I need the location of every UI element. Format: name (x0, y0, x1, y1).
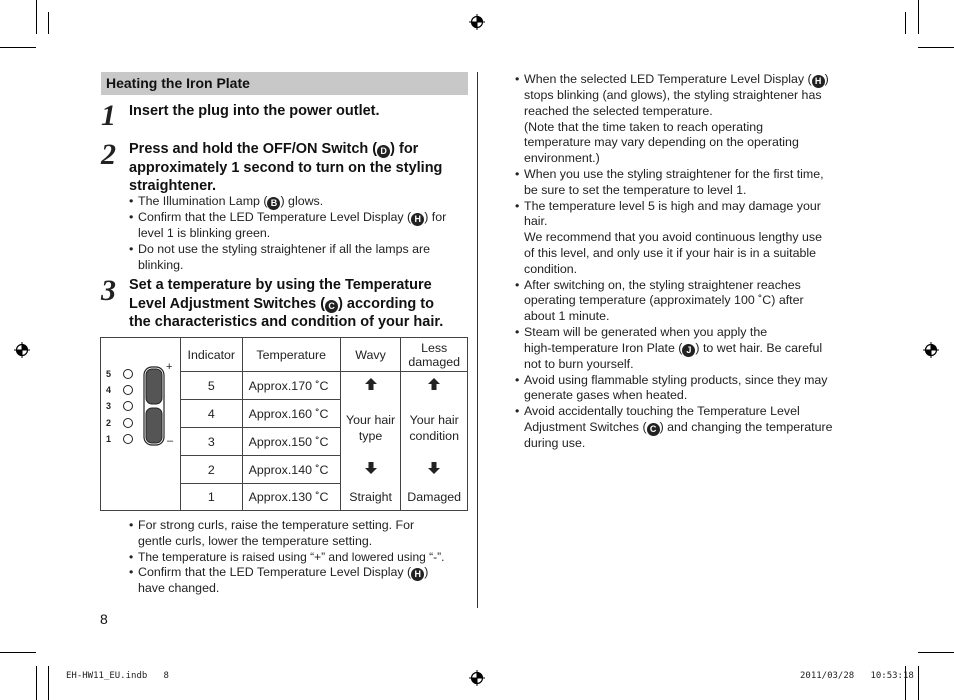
level-label: 3 (106, 401, 112, 411)
crop-mark (0, 47, 36, 48)
temperature-table (100, 337, 468, 511)
page-number: 8 (100, 611, 108, 627)
minus-sign: – (167, 435, 174, 447)
bullet-text: operating temperature (approximately 100 ˚C) after (524, 293, 804, 308)
bullet-text: The Illumination Lamp ( (138, 194, 268, 208)
bullet-text: After switching on, the styling straightener reaches (524, 277, 801, 292)
list-item (515, 404, 864, 420)
crop-mark (918, 47, 954, 48)
list-item (515, 72, 864, 88)
bullet-text: (Note that the time taken to reach operating (524, 119, 764, 134)
registration-mark-icon (923, 342, 939, 358)
bullet-text: hair. (524, 214, 548, 229)
bullet-dot: • (515, 166, 520, 181)
step-text-line: the characteristics and condition of your hair. (129, 314, 444, 330)
step-text-line: approximately 1 second to turn on the styling (129, 159, 443, 176)
bullet-text-line (524, 246, 864, 262)
down-arrow-icon (401, 456, 468, 484)
temperature-cell: Approx.150 ˚C (242, 428, 340, 456)
bullet-text-line (524, 388, 864, 404)
indicator-cell: 3 (181, 428, 243, 456)
bullet-text: Confirm that the LED Temperature Level Display ( (138, 565, 412, 580)
led-indicator-icon (124, 419, 133, 428)
list-item: • Confirm that the LED Temperature Level Display ( H ) (129, 565, 429, 580)
crop-mark (48, 666, 49, 700)
bullet-dot: • (515, 277, 520, 292)
bullet-text: during use. (524, 435, 586, 450)
bullet-text: gentle curls, lower the temperature setting. (138, 533, 373, 548)
bullet-text: reached the selected temperature. (524, 103, 713, 118)
plus-switch-icon (146, 369, 162, 404)
registration-mark-icon (14, 342, 30, 358)
led-indicator-icon (124, 402, 133, 411)
step-text-line: Set a temperature by using the Temperature (129, 277, 432, 293)
bullet-text: ) glows. (280, 194, 324, 208)
step-text-part: ) according to (338, 295, 434, 312)
table-header: Temperature (242, 338, 340, 372)
bullet-dot: • (515, 372, 520, 387)
bullet-text: not to burn yourself. (524, 356, 634, 371)
bullet-text: condition. (524, 261, 578, 276)
crop-mark (918, 0, 919, 34)
bullet-text-line (524, 230, 864, 246)
bullet-text: Avoid accidentally touching the Temperature Level (524, 404, 800, 419)
step-number: 2 (101, 138, 116, 171)
step-text (129, 276, 474, 332)
indicator-cell: 2 (181, 456, 243, 484)
bullet-text: Adjustment Switches ( (524, 419, 647, 434)
bullet-text-line (524, 262, 864, 278)
crop-mark (36, 666, 37, 700)
bullet-text-line (524, 151, 864, 167)
bullet-text-line (524, 214, 864, 230)
bullet-text: Do not use the styling straightener if all the lamps are (138, 241, 431, 256)
up-arrow-icon (340, 372, 401, 400)
bullet-text: temperature may vary depending on the operating (524, 135, 799, 150)
bullet-text: Steam will be generated when you apply the (524, 324, 768, 339)
bullet-text: When you use the styling straightener for the first time, (524, 166, 824, 181)
bullet-text: stops blinking (and glows), the styling straightener has (524, 88, 822, 102)
indicator-cell: 4 (181, 400, 243, 428)
list-item: • For strong curls, raise the temperature setting. For (129, 518, 415, 532)
level-label: 2 (106, 418, 112, 428)
bullet-dot: • (515, 404, 520, 419)
indicator-cell: 5 (181, 372, 243, 400)
step-text-part: Press and hold the OFF/ON Switch ( (129, 141, 378, 157)
bullet-text: We recommend that you avoid continuous lengthy use (524, 230, 823, 245)
bullet-text: Avoid using flammable styling products, since they may (524, 372, 828, 387)
list-item (515, 277, 864, 294)
step-number: 1 (101, 99, 116, 132)
list-item: • Do not use the styling straightener if all the lamps are (129, 241, 431, 256)
step-text-line: straightener. (129, 178, 217, 194)
bullet-text-line (524, 436, 864, 452)
part-badge-h-icon: H (812, 75, 825, 88)
crop-mark (48, 12, 49, 34)
led-indicator-icon (124, 386, 133, 395)
crop-mark (36, 0, 37, 34)
bullet-text-line (524, 357, 864, 373)
bullet-text-line (524, 120, 864, 136)
crop-mark (918, 652, 954, 653)
part-badge-d-icon: D (377, 145, 390, 158)
step-number: 3 (101, 274, 116, 307)
bullet-text: ) and changing the temperature (659, 419, 833, 434)
list-item (515, 372, 864, 389)
bullet-text: level 1 is blinking green. (138, 226, 271, 240)
bullet-text: be sure to set the temperature to level 1. (524, 182, 747, 197)
bullet-list (129, 518, 478, 597)
part-badge-h-icon: H (411, 213, 424, 226)
bullet-text-line (524, 293, 864, 309)
led-indicator-icon (124, 370, 133, 379)
bullet-dot: • (515, 198, 520, 213)
table-header: Indicator (181, 338, 243, 372)
column-divider (477, 72, 478, 608)
part-badge-h-icon: H (411, 568, 424, 581)
bullet-text: When the selected LED Temperature Level Display ( (524, 72, 812, 86)
bullet-text: ) (824, 72, 829, 86)
bullet-text: ) (424, 565, 429, 580)
part-badge-c-icon: C (647, 423, 660, 436)
bullet-text: For strong curls, raise the temperature setting. For (138, 518, 415, 532)
bullet-text: of this level, and only use it if your hair is in a suitable (524, 245, 817, 260)
table-header: Less damaged (401, 338, 468, 372)
bullet-dot: • (515, 72, 520, 86)
crop-mark (905, 12, 906, 34)
bullet-text-line (524, 420, 864, 436)
bullet-text-line (524, 183, 864, 199)
bullet-text-line (524, 88, 864, 104)
bullet-text-line (524, 309, 864, 325)
switch-diagram-cell (101, 338, 181, 511)
bullet-text: environment.) (524, 151, 600, 166)
bullet-text: about 1 minute. (524, 309, 610, 324)
list-item: • The Illumination Lamp ( B ) glows. (129, 194, 324, 208)
bullet-text-line (524, 341, 864, 357)
right-column-notes (515, 72, 864, 452)
bullet-text: The temperature level 5 is high and may damage your (524, 198, 821, 213)
led-indicator-icon (124, 435, 133, 444)
crop-mark (918, 666, 919, 700)
indicator-cell: 1 (181, 484, 243, 511)
hair-condition-cell: Your hair condition (401, 400, 468, 456)
bullet-text-line (524, 104, 864, 120)
temperature-cell: Approx.130 ˚C (242, 484, 340, 511)
up-arrow-icon (401, 372, 468, 400)
section-title: Heating the Iron Plate (106, 75, 250, 91)
bullet-text-line (524, 135, 864, 151)
level-label: 5 (106, 369, 112, 379)
temperature-cell: Approx.170 ˚C (242, 372, 340, 400)
crop-mark (0, 652, 36, 653)
step-text-part: Level Adjustment Switches ( (129, 295, 326, 312)
bullet-list (129, 194, 478, 273)
bullet-text: The temperature is raised using “+” and lowered using “-”. (138, 549, 445, 564)
temperature-cell: Approx.160 ˚C (242, 400, 340, 428)
step-text-part: ) for (390, 141, 419, 157)
part-badge-j-icon: J (682, 344, 695, 357)
temperature-cell: Approx.140 ˚C (242, 456, 340, 484)
bullet-text: ) to wet hair. Be careful (695, 340, 823, 355)
bullet-text: blinking. (138, 257, 184, 272)
bullet-text: generate gases when heated. (524, 388, 688, 403)
minus-switch-icon (146, 408, 162, 443)
down-arrow-icon (340, 456, 401, 484)
step-text (129, 140, 469, 196)
part-badge-b-icon: B (267, 197, 280, 210)
list-item (515, 324, 864, 341)
table-header: Wavy (340, 338, 401, 372)
plus-sign: + (166, 361, 173, 373)
damaged-cell: Damaged (401, 484, 468, 511)
list-item (515, 166, 864, 183)
registration-mark-icon (469, 14, 485, 30)
level-label: 4 (106, 385, 112, 395)
bullet-text: Confirm that the LED Temperature Level Display ( (138, 210, 412, 224)
list-item (515, 198, 864, 215)
bullet-text: have changed. (138, 581, 220, 596)
step-text: Insert the plug into the power outlet. (129, 103, 380, 119)
bullet-text: ) for (424, 210, 447, 224)
straight-cell: Straight (340, 484, 401, 511)
footer-timestamp: 2011/03/28 10:53:18 (800, 671, 914, 681)
list-item: • The temperature is raised using “+” and lowered using “-”. (129, 549, 445, 564)
switch-diagram (101, 355, 180, 493)
bullet-text: high-temperature Iron Plate ( (524, 340, 683, 355)
hair-type-cell: Your hair type (340, 400, 401, 456)
footer-file-info: EH-HW11_EU.indb 8 (66, 671, 169, 681)
registration-mark-icon (469, 670, 485, 686)
list-item: • Confirm that the LED Temperature Level Display ( H ) for (129, 210, 447, 224)
level-label: 1 (106, 434, 112, 444)
bullet-dot: • (515, 324, 520, 339)
part-badge-c-icon: C (325, 300, 338, 313)
